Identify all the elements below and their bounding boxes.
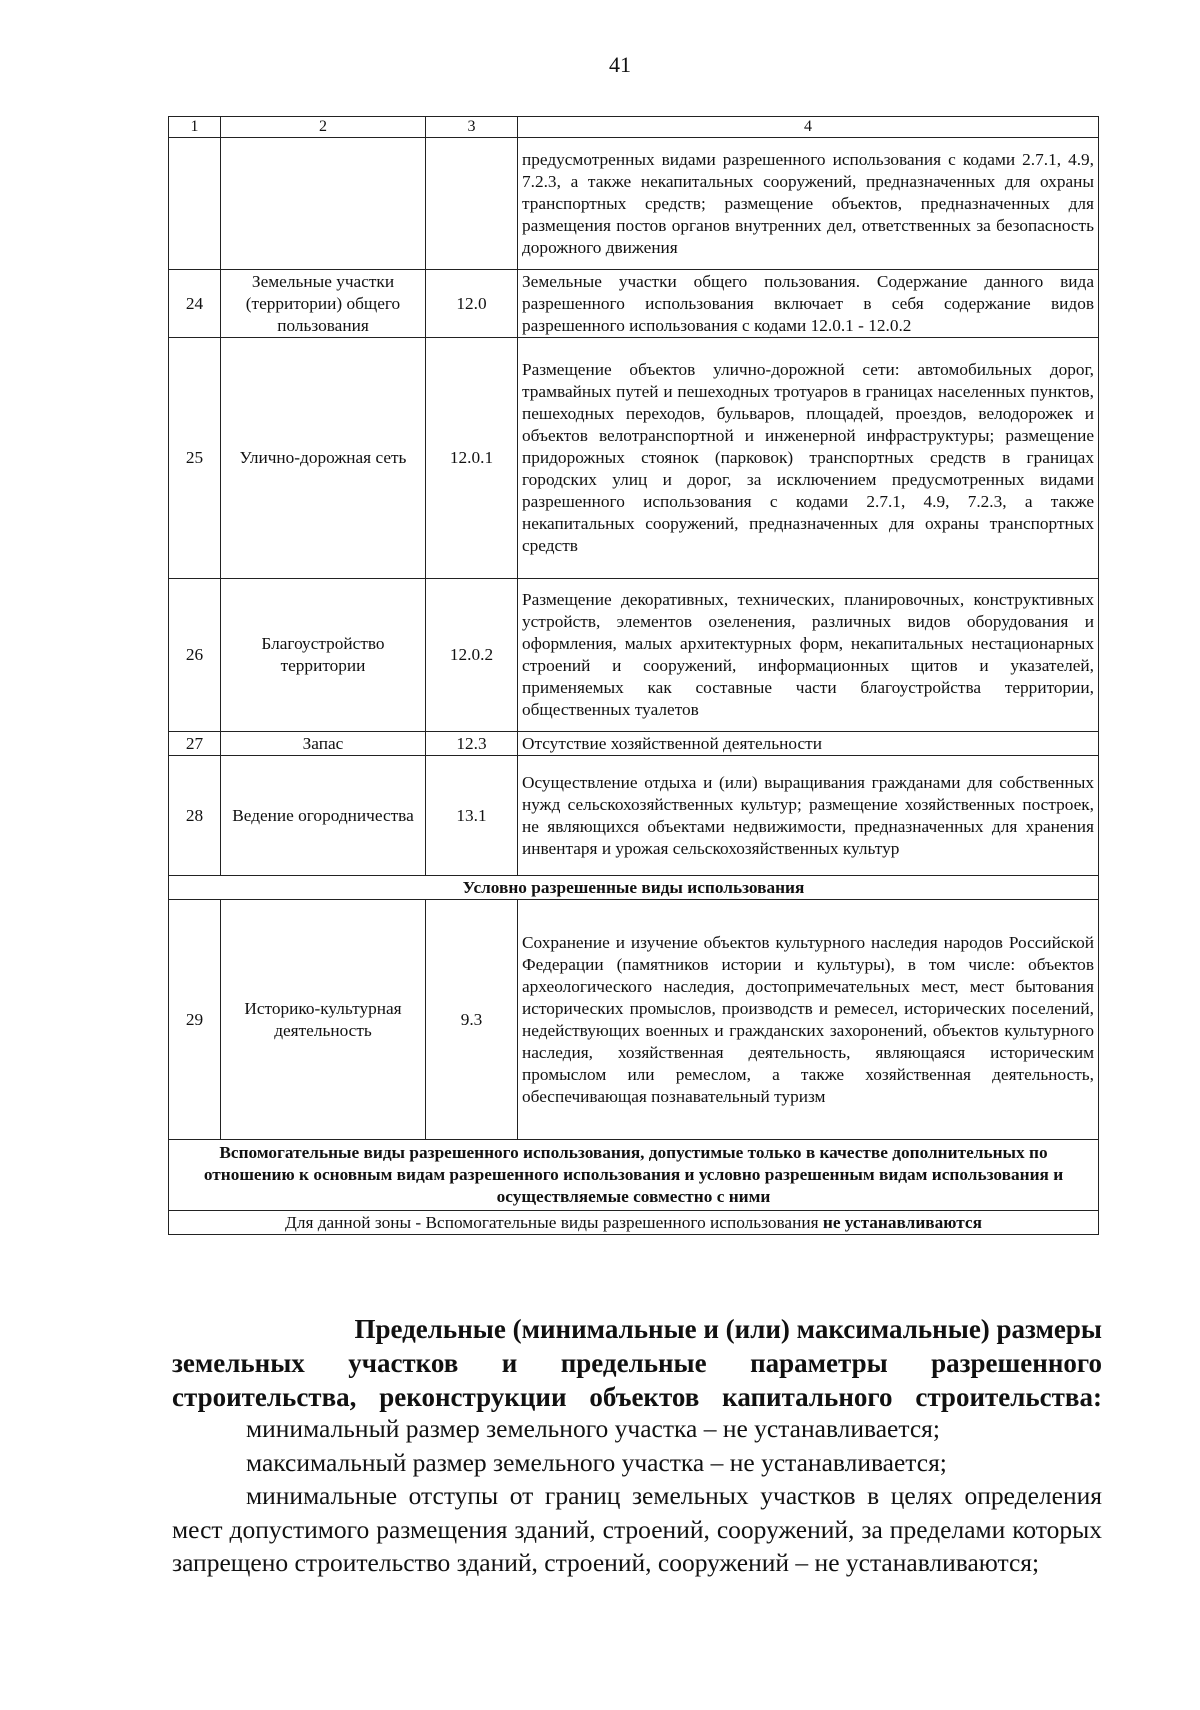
row-name: Историко-культурная деятельность xyxy=(221,900,426,1140)
table-row xyxy=(169,756,1099,876)
row-description: Осуществление отдыха и (или) выращивания гражданами для собственных нужд сельскохозяйственных культур; размещение хозяйственных построек, не являющихся объектами недвижимости, предназначенных для хранения инвентаря и урожая сельскохозяйственных культур xyxy=(518,756,1099,876)
column-header: 3 xyxy=(426,117,518,138)
section-title-conditional: Условно разрешенные виды использования xyxy=(169,876,1099,900)
table-row xyxy=(169,579,1099,732)
row-description: Размещение объектов улично-дорожной сети: автомобильных дорог, трамвайных путей и пешеходных тротуаров в границах населенных пунктов, пешеходных переходов, бульваров, площадей, проездов, велодорожек и объектов велотранспортной и инженерной инфраструктуры; размещение придорожных стоянок (парковок) транспортных средств в границах городских улиц и дорог, за исключением предусмотренных видами разрешенного использования с кодами 2.7.1, 4.9, 7.2.3, а также некапитальных сооружений, предназначенных для охраны транспортных средств xyxy=(518,338,1099,579)
row-name: Улично-дорожная сеть xyxy=(221,338,426,579)
row-name: Благоустройство территории xyxy=(221,579,426,732)
row-code: 9.3 xyxy=(426,900,518,1140)
row-description: Земельные участки общего пользования. Содержание данного вида разрешенного использования включает в себя содержание видов разрешенного использования с кодами 12.0.1 - 12.0.2 xyxy=(518,270,1099,338)
row-number: 29 xyxy=(169,900,221,1140)
row-description: Размещение декоративных, технических, планировочных, конструктивных устройств, элементов озеленения, различных видов оборудования и оформления, малых архитектурных форм, некапитальных нестационарных строений и сооружений, информационных щитов и указателей, применяемых как составные части благоустройства территории, общественных туалетов xyxy=(518,579,1099,732)
table-row xyxy=(169,270,1099,338)
row-name: Запас xyxy=(221,732,426,756)
row-description: Отсутствие хозяйственной деятельности xyxy=(518,732,1099,756)
auxiliary-note-text: Для данной зоны - Вспомогательные виды разрешенного использования xyxy=(285,1212,819,1232)
heading-line: строительства, реконструкции объектов капитального строительства: xyxy=(172,1382,1102,1412)
row-description: предусмотренных видами разрешенного использования с кодами 2.7.1, 4.9, 7.2.3, а также некапитальных сооружений, предназначенных для охраны транспортных средств; размещение объектов, предназначенных для размещения постов органов внутренних дел, ответственных за безопасность дорожного движения xyxy=(518,138,1099,270)
note-row xyxy=(169,1211,1099,1235)
row-name: Ведение огородничества xyxy=(221,756,426,876)
row-number: 27 xyxy=(169,732,221,756)
row-code: 13.1 xyxy=(426,756,518,876)
table-row xyxy=(169,900,1099,1140)
page-number: 41 xyxy=(609,52,631,77)
row-code: 12.3 xyxy=(426,732,518,756)
column-header: 1 xyxy=(169,117,221,138)
row-name: Земельные участки (территории) общего пользования xyxy=(221,270,426,338)
row-code: 12.0 xyxy=(426,270,518,338)
row-code xyxy=(426,138,518,270)
row-code: 12.0.1 xyxy=(426,338,518,579)
column-header: 4 xyxy=(518,117,1099,138)
table-row xyxy=(169,338,1099,579)
section-row-auxiliary xyxy=(169,1140,1099,1211)
paragraph: минимальный размер земельного участка – не устанавливается; xyxy=(246,1414,940,1443)
section-row-conditional xyxy=(169,876,1099,900)
paragraph: минимальные отступы от границ земельных участков в целях определения мест допустимого размещения зданий, строений, сооружений, за пределами которых запрещено строительство зданий, строений, сооружений – не устанавливаются; xyxy=(172,1481,1102,1577)
auxiliary-note xyxy=(169,1211,1099,1235)
row-number: 24 xyxy=(169,270,221,338)
row-number: 25 xyxy=(169,338,221,579)
heading-line: Предельные (минимальные и (или) максимальные) размеры xyxy=(354,1314,1102,1344)
row-number: 26 xyxy=(169,579,221,732)
section-heading xyxy=(172,1312,1102,1414)
body-text xyxy=(172,1412,1102,1580)
table-row xyxy=(169,732,1099,756)
land-use-table xyxy=(168,116,1099,1235)
paragraph: максимальный размер земельного участка – не устанавливается; xyxy=(246,1447,947,1477)
heading-line: земельных участков и предельные параметры разрешенного xyxy=(172,1348,1102,1378)
row-number xyxy=(169,138,221,270)
table-row-continuation xyxy=(169,138,1099,270)
row-number: 28 xyxy=(169,756,221,876)
column-header: 2 xyxy=(221,117,426,138)
table-header-row xyxy=(169,117,1099,138)
section-title-auxiliary: Вспомогательные виды разрешенного использования, допустимые только в качестве дополнительных по отношению к основным видам разрешенного использования и условно разрешенным видам использования и осуществляемые совместно с ними xyxy=(169,1140,1099,1211)
row-name xyxy=(221,138,426,270)
row-description: Сохранение и изучение объектов культурного наследия народов Российской Федерации (памятников истории и культуры), в том числе: объектов археологического наследия, достопримечательных мест, мест бытования исторических промыслов, производств и ремесел, исторических поселений, недействующих военных и гражданских захоронений, объектов культурного наследия, хозяйственная деятельность, являющаяся историческим промыслом или ремеслом, а также хозяйственная деятельность, обеспечивающая познавательный туризм xyxy=(518,900,1099,1140)
auxiliary-note-emphasis: не устанавливаются xyxy=(822,1212,982,1232)
row-code: 12.0.2 xyxy=(426,579,518,732)
